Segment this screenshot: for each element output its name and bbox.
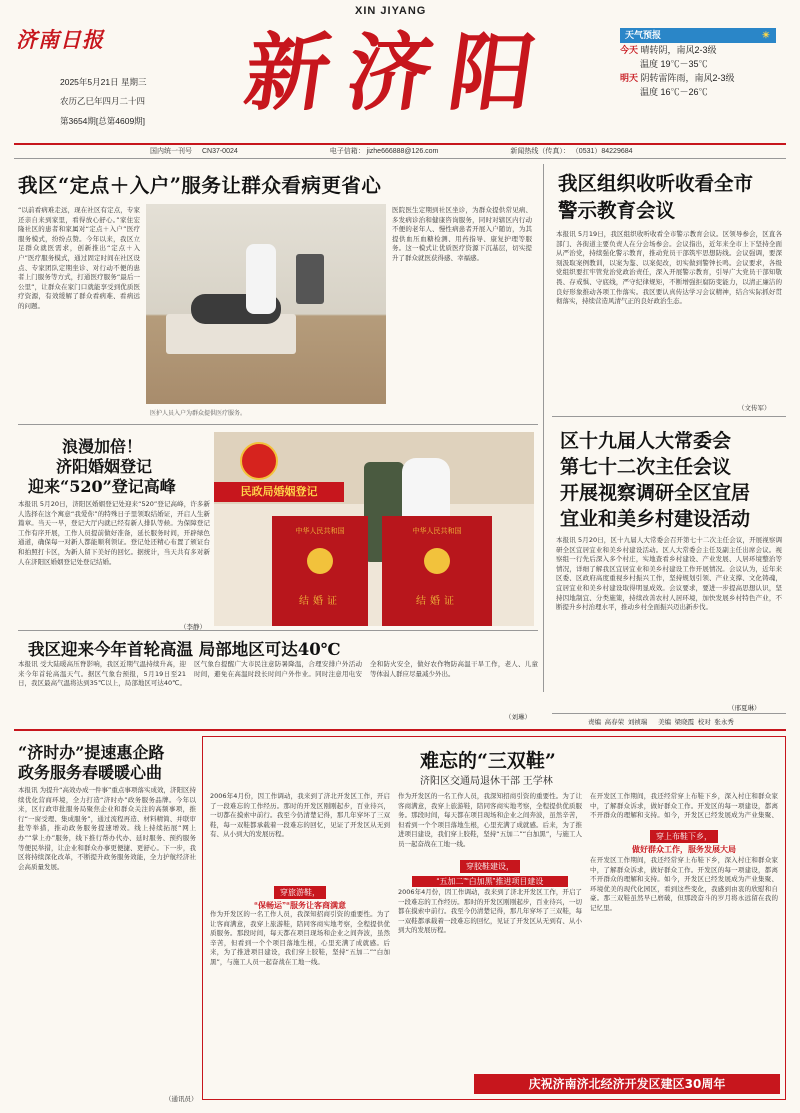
weather-today-temp: 19℃－35℃	[660, 59, 708, 69]
credits-rule	[552, 713, 786, 714]
lunar-date: 农历乙巳年四月二十四	[60, 96, 146, 106]
feature-subhead2	[412, 856, 568, 887]
weather-tomorrow-temp-row	[620, 85, 776, 99]
hotline-value: （0531）84229684	[571, 148, 633, 155]
weather-panel	[620, 28, 776, 136]
article7-col2: 作为开发区的一名工作人员，我深知招商引资的重要性。为了让客商满意，我穿上旅游鞋，陪同客商实地考察，全程提供优质服务。那段时间，每天都在项目现场和企业之间奔波，虽然辛苦，但看到一个个项目落地生根，心里充满了成就感。后来，为了推进项目建设，我们穿上胶鞋，坚持“五加二”“白加黑”，与施工人员一起奋战在工地一线。	[398, 792, 582, 848]
feature-subhead2-line1: 穿胶鞋建设，	[460, 860, 520, 873]
article5-headline-line1: 区十九届人大常委会	[560, 430, 732, 452]
marriage-cert-left	[272, 516, 368, 626]
article4-headline: 我区迎来今年首轮高温 局部地区可达40℃	[28, 640, 341, 659]
article7-col1: 2006年4月份，因工作调动，我来到了济北开发区工作，开启了一段难忘的工作经历。那时的开发区刚刚起步，百业待兴，一切都在摸索中前行。我至今仍清楚记得，那几年穿坏了三双鞋，每一双鞋都承载着一段难忘的回忆，见证了开发区从无到有、从小到大的发展历程。	[210, 792, 390, 839]
article1-body-right: 医院医生定期到社区坐诊，为群众提供常见病、多发病诊治和健康咨询服务，同时对辖区内行动不便的老年人、慢性病患者开展入户随访，为其提供血压血糖检测、用药指导、康复护理等服务。这一模式让优质医疗资源下沉基层，切实提升了群众就医获得感、幸福感。	[392, 206, 532, 262]
masthead-title: 新济阳	[239, 23, 560, 122]
article7-col3b: 在开发区工作期间，我还经常穿上布鞋下乡，深入村庄和群众家中，了解群众诉求，做好群众工作。开发区的每一项建设，都离不开群众的理解和支持。如今，开发区已经发展成为产业集聚、环境优美的现代化园区，看到这些变化，我感到由衷的欣慰和自豪。那三双鞋虽然早已磨破，但那段奋斗的岁月将永远留在我的记忆里。	[590, 856, 778, 912]
masthead-rule	[14, 143, 786, 145]
article3-headline-line1: 浪漫加倍！	[62, 437, 143, 456]
article2-byline: （文传军）	[738, 404, 771, 412]
weather-today-row	[620, 43, 776, 57]
weather-tomorrow-row	[620, 71, 776, 85]
article2-bottom-rule	[552, 416, 786, 417]
article3-bottom-rule	[18, 630, 538, 631]
email-label: 电子信箱：	[329, 148, 365, 155]
article5-headline-line2: 第七十二次主任会议	[560, 456, 732, 478]
article3-byline: （李静）	[180, 623, 206, 631]
article5-body: 本报讯 5月20日，区十九届人大常委会召开第七十二次主任会议，开展视察调研全区宜居宜业和美乡村建设活动。区人大常委会主任及副主任出席会议。视察组一行先后深入多个村庄，实地查看乡村建设、产业发展、人居环境整治等情况，详细了解我区宜居宜业和美乡村建设工作开展情况。会议认为，近年来区委、区政府高度重视乡村振兴工作，坚持规划引领、产业支撑、文化铸魂，宜居宜业和美乡村建设取得明显成效。会议要求，要进一步提高思想认识，坚持因地制宜、分类施策，持续改善农村人居环境，加快发展乡村特色产业，不断提升乡村治理水平，推动乡村全面振兴迈出新步伐。	[556, 536, 782, 612]
section-rule	[14, 729, 786, 731]
article3-headline-line2: 济阳婚姻登记	[56, 457, 153, 476]
article4-byline: （刘琳）	[505, 713, 531, 721]
national-emblem-icon	[240, 442, 278, 480]
weather-tomorrow-temp-label: 温度	[640, 87, 659, 97]
weather-today-label: 今天	[620, 45, 639, 55]
newspaper-logo: 济南日报	[16, 27, 104, 52]
article4-body: 本报讯 受大陆暖高压脊影响，我区近期气温持续升高，迎来今年首轮高温天气。据区气象台预报，5月19日至21日，我区最高气温将达到35℃以上，局部地区可达40℃。区气象台提醒广大市民注意防暑降温，合理安排户外活动时间，避免在高温时段长时间户外作业。同时注意用电安全和防火安全，做好农作物防高温干旱工作，老人、儿童等体弱人群应尽量减少外出。	[18, 660, 538, 688]
marriage-cert-right	[382, 516, 492, 626]
article1-photo	[146, 204, 386, 404]
info-bar-rule	[14, 158, 786, 159]
cn-code: CN37-0024	[201, 148, 238, 155]
info-bar	[150, 146, 790, 156]
masthead-pinyin: XIN JIYANG	[355, 5, 427, 17]
weather-tomorrow-label: 明天	[620, 73, 639, 83]
photo-sign: 民政局婚姻登记	[214, 482, 344, 502]
article5-headline-line3: 开展视察调研全区宜居	[560, 482, 751, 504]
article1-bottom-rule	[18, 424, 538, 425]
cert-left-sub: 结婚证	[299, 596, 341, 607]
article5-byline: （邢夏琳）	[728, 704, 761, 712]
article1-body-left: “以前看病难走远，现在社区有定点，专家还亲自来到家里，看得放心舒心。”家住宏隆社区的患者和家属对“定点＋入户”医疗服务模式，纷纷点赞。今年以来，我区立足群众就医需求，创新推出“定点＋入户”医疗服务模式，通过固定时间在社区设点、专家团队定期坐诊、对行动不便的患者上门服务等方式，打通医疗服务“最后一公里”，让群众在家门口就能享受到优质医疗资源，有效缓解了群众看病难、看病远的问题。	[18, 206, 140, 310]
hotline-label: 新闻热线（传真）：	[510, 148, 570, 155]
weather-tomorrow-cond: 阴转雷阵雨，南风2-3级	[640, 73, 735, 83]
article3-headline-line3: 迎来“520”登记高峰	[28, 477, 176, 496]
sun-cloud-icon: ☀	[761, 30, 770, 40]
weather-title	[620, 28, 776, 43]
feature-subhead3-line2: 做好群众工作，服务发展大局	[632, 845, 736, 854]
weather-title-text: 天气预报	[625, 30, 662, 40]
cert-right-title: 中华人民共和国	[412, 527, 462, 535]
feature-subhead2-line2: “五加二”“白加黑”推进项目建设	[412, 876, 568, 887]
anniversary-banner: 庆祝济南济北经济开发区建区30周年	[474, 1074, 780, 1094]
feature-subhead1	[238, 882, 362, 911]
article7-subtitle: 济阳区交通局退休干部 王学林	[420, 776, 553, 787]
cn-label: 国内统一刊号	[150, 148, 192, 155]
article7-col2b: 2006年4月份，因工作调动，我来到了济北开发区工作，开启了一段难忘的工作经历。那时的开发区刚刚起步，百业待兴，一切都在摸索中前行。我至今仍清楚记得，那几年穿坏了三双鞋，每一双鞋都承载着一段难忘的回忆，见证了开发区从无到有、从小到大的发展历程。	[398, 888, 582, 935]
article3-photo	[214, 432, 534, 626]
article6-headline-line1: “济时办”提速惠企路	[18, 743, 165, 762]
feature-subhead1-line2: “保畅运”“服务让客商满意	[254, 901, 346, 910]
article1-headline: 我区“定点＋入户”服务让群众看病更省心	[18, 174, 382, 197]
article7-col3: 在开发区工作期间，我还经常穿上布鞋下乡，深入村庄和群众家中，了解群众诉求，做好群众工作。开发区的每一项建设，都离不开群众的理解和支持。如今，开发区已经发展成为产业集聚、	[590, 792, 778, 820]
article6-body: 本报讯 为提升“高效办成一件事”重点事项落实成效，济阳区持续优化营商环境，全力打造“济时办”政务服务品牌。今年以来，区行政审批服务局聚焦企业和群众关注的高频事项，推行“一窗受理、集成服务”，通过流程再造、材料精简、并联审批等举措，推动政务服务提速增效。线上持续拓展“网上办”“掌上办”服务，线下推行帮办代办、延时服务、预约服务等便民举措，让企业和群众办事更便捷、更舒心。下一步，我区将持续深化改革，不断提升政务服务效能，全力护航经济社会高质量发展。	[18, 786, 196, 871]
weather-today-temp-label: 温度	[640, 59, 659, 69]
weather-today-temp-row	[620, 57, 776, 71]
feature-subhead3-line1: 穿上布鞋下乡，	[650, 830, 718, 843]
weather-tomorrow-temp: 16℃－26℃	[660, 87, 708, 97]
article2-headline: 我区组织收听收看全市警示教育会议	[558, 172, 754, 222]
article5-headline-line4: 宜业和美乡村建设活动	[560, 508, 751, 530]
weather-today-cond: 晴转阴，南风2-3级	[640, 45, 717, 55]
issue-number: 第3654期[总第4609期]	[60, 116, 146, 126]
feature-subhead3	[604, 826, 764, 855]
article7-col1b: 作为开发区的一名工作人员，我深知招商引资的重要性。为了让客商满意，我穿上旅游鞋，陪同客商实地考察，全程提供优质服务。那段时间，每天都在项目现场和企业之间奔波，虽然辛苦，但看到一个个项目落地生根，心里充满了成就感。后来，为了推进项目建设，我们穿上胶鞋，坚持“五加二”“白加黑”，与施工人员一起奋战在工地一线。	[210, 910, 390, 966]
article2-body: 本报讯 5月19日，我区组织收听收看全市警示教育会议。区领导参会，区直各部门、各街道主要负责人在分会场参会。会议指出，近年来全市上下坚持全面从严治党，持续强化警示教育，推动党员干部筑牢思想防线。会议强调，要深刻汲取案例教训，以案为鉴、以案促改，切实做到警钟长鸣。会议要求，各级党组织要扛牢管党治党政治责任，深入开展警示教育，引导广大党员干部知敬畏、存戒惧、守底线，严守纪律规矩，不断增强拒腐防变能力，以清正廉洁的良好形象推动各项工作落实。我区要认真传达学习会议精神，结合实际抓好贯彻落实，持续营造风清气正的良好政治生态。	[556, 230, 782, 306]
article1-caption: 医护人员入户为群众提供医疗服务。	[150, 410, 247, 417]
cert-right-sub: 结婚证	[416, 596, 458, 607]
page-credits: 责编 高春荣 刘祯瑞 美编 梁晓霞 校对 张永秀	[588, 719, 734, 726]
article3-body: 本报讯 5月20日，济阳区婚姻登记处迎来“520”登记高峰，许多新人选择在这个寓意“我爱你”的特殊日子里领取结婚证，开启人生新篇章。当天一早，登记大厅内就已经有新人排队等候。为保障登记工作有序开展，工作人员提前做好准备，延长服务时间，开辟绿色通道，确保每一对新人都能顺利领证。登记处还精心布置了颁证台和拍照打卡区，为新人留下美好的回忆。据统计，当天共有多对新人在济阳区婚姻登记处登记结婚。	[18, 500, 210, 566]
column-divider	[543, 164, 544, 692]
cert-left-title: 中华人民共和国	[295, 527, 345, 535]
article6-headline-line2: 政务服务春暖暖心曲	[18, 763, 163, 782]
email-value: jizhe666888@126.com	[366, 148, 439, 155]
article7-headline: 难忘的“三双鞋”	[420, 750, 556, 772]
feature-subhead1-line1: 穿旅游鞋，	[274, 886, 326, 899]
issue-date: 2025年5月21日 星期三	[60, 77, 147, 87]
article6-byline: （通讯员）	[165, 1095, 198, 1103]
